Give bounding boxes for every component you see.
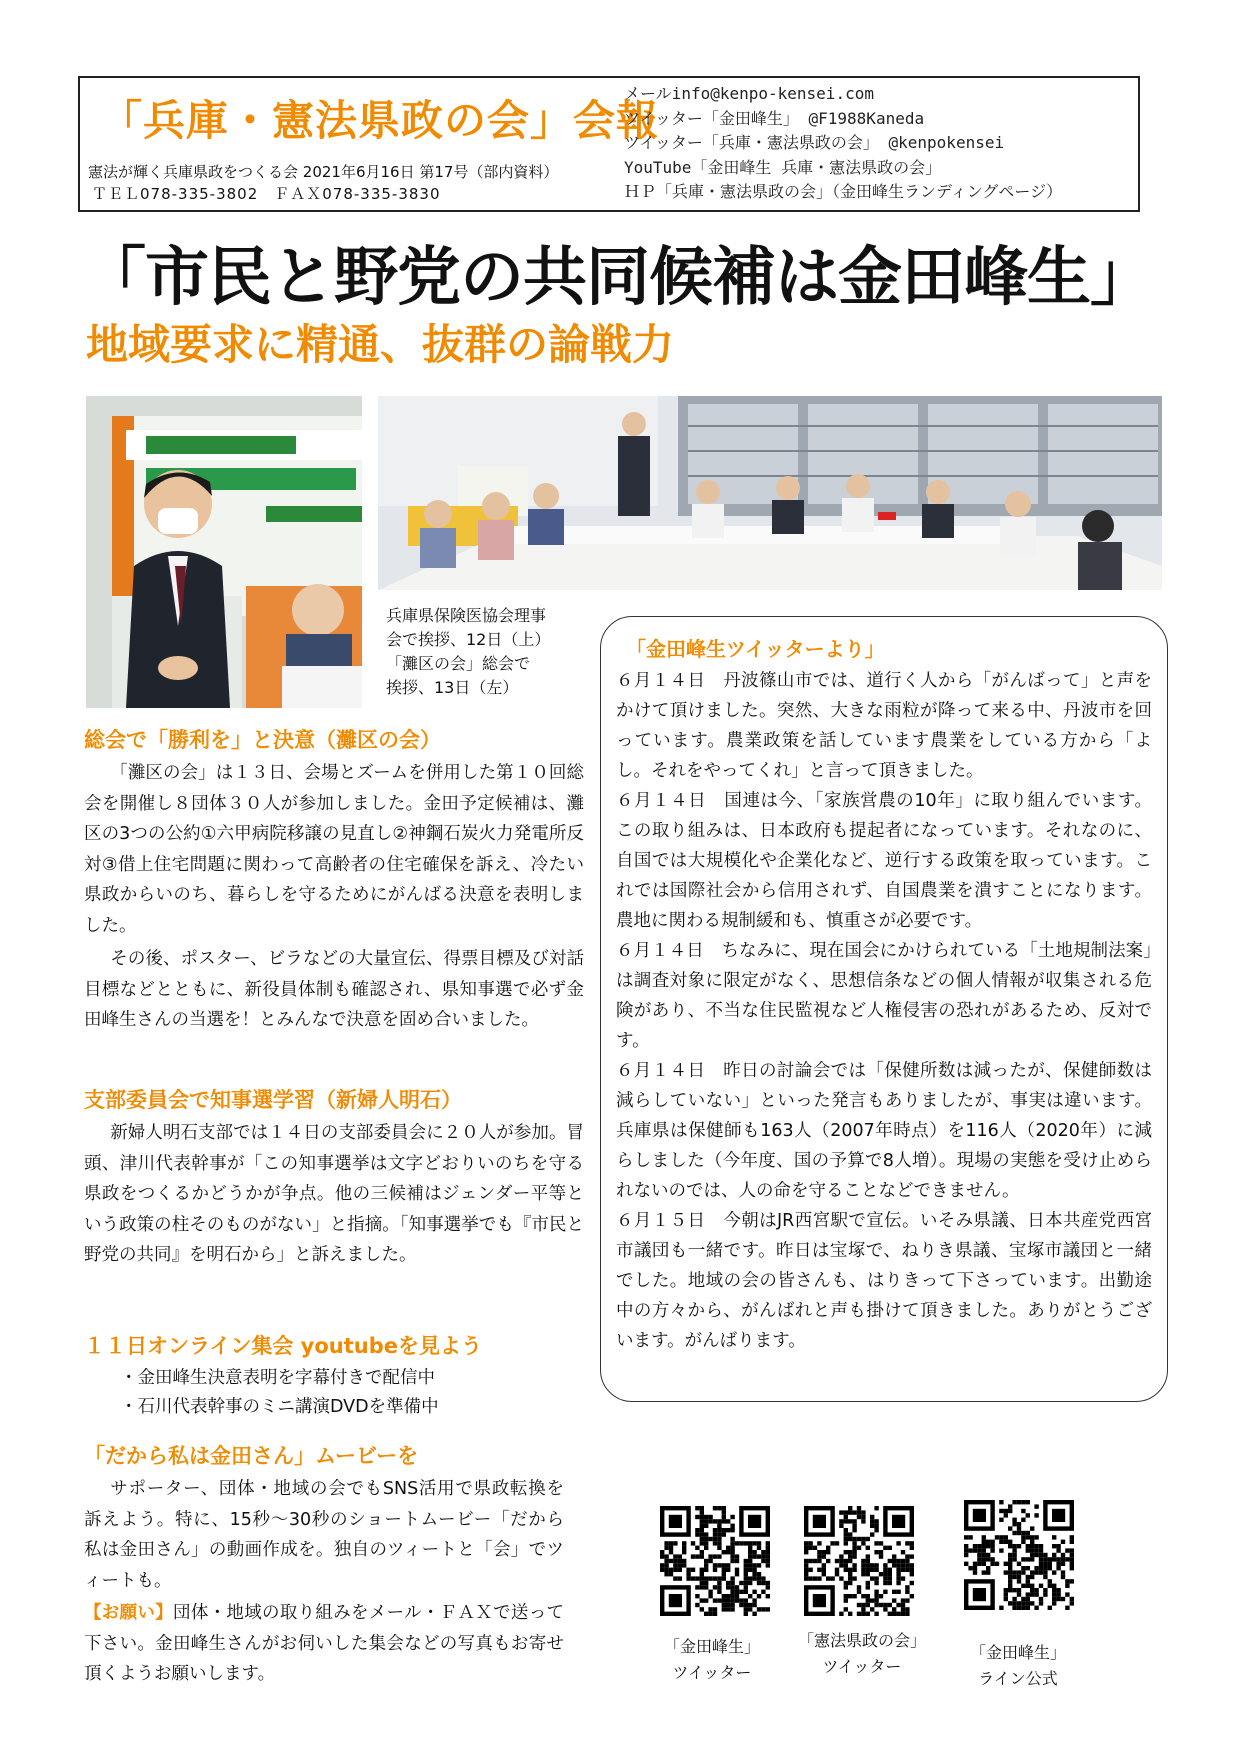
tweet-date: ６月１５日 [616,1211,706,1231]
tweet-text: 丹波篠山市では、道行く人から「がんばって」と声をかけて頂けました。突然、大きな雨粒が降って来る中、丹波市を回っています。農業政策を話しています農業をしている方から「よし。それをやってくれ」と言って頂きました。 [616,671,1153,781]
section-heading-nada: 総会で「勝利を」と決意（灘区の会） [84,728,441,752]
qr-code-icon [660,1506,770,1616]
qr-code-kaneda-twitter[interactable] [660,1506,770,1616]
contact-twitter-kensei[interactable]: ツイッター「兵庫・憲法県政の会」 @kenpokensei [624,133,1005,152]
issue-info: 憲法が輝く兵庫県政をつくる会 2021年6月16日 第17号（部内資料） [88,163,559,181]
meeting-photo [378,396,1162,590]
contact-youtube[interactable]: YouTube「金田峰生 兵庫・憲法県政の会」 [624,157,942,177]
tweet-entry [616,936,1152,1056]
tel-fax: ＴＥＬ078-335-3802 ＦＡＸ078-335-3830 [92,185,441,203]
tweet-date: ６月１４日 [616,791,707,811]
request-label: 【お願い】 [84,1603,174,1623]
qr-label-line: 「金田峰生」 [663,1637,760,1656]
meeting-photo-illustration [378,396,1162,590]
article-paragraph: その後、ポスター、ビラなどの大量宣伝、得票目標及び対話目標などとともに、新役員体制も確認され、県知事選で必ず金田峰生さんの当選を！とみんなで決意を固め合いました。 [84,949,584,1030]
qr-label-line: ツイッター [672,1663,752,1682]
contact-twitter-kaneda[interactable]: ツイッター「金田峰生」 @F1988Kaneda [624,108,925,128]
section-heading-youtube: １１日オンライン集会 youtubeを見よう [84,1334,483,1358]
tweet-entry [616,666,1152,786]
tweet-date: ６月１４日 [616,1061,706,1081]
qr-label-kaneda-line [948,1640,1088,1692]
tweet-entry [616,1206,1152,1356]
youtube-list [120,1364,439,1422]
candidate-photo-illustration [86,396,362,708]
qr-label-line: 「憲法県政の会」 [797,1631,926,1650]
section-heading-movie: 「だから私は金田さん」ムービーを [84,1444,419,1468]
qr-code-icon [804,1506,914,1616]
tweet-date: ６月１４日 [616,941,704,961]
article-paragraph: 新婦人明石支部では１４日の支部委員会に２０人が参加。冒頭、津川代表幹事が「この知事選挙は文字どおりいのちを守る県政をつくるかどうかが争点。他の三候補はジェンダー平等という政策の柱そのものがない」と指摘。「知事選挙でも『市民と野党の共同』を明石から」と訴えました。 [84,1123,584,1265]
main-headline: 「市民と野党の共同候補は金田峰生」 [82,241,1153,315]
caption-line: 「灘区の会」総会で [386,654,531,673]
tweet-entry [616,786,1152,936]
qr-code-icon [964,1500,1074,1610]
contact-email[interactable]: メールinfo@kenpo-kensei.com [624,84,874,103]
qr-label-line: ライン公式 [978,1669,1058,1688]
tweet-entry [616,1056,1152,1206]
section-heading-akashi: 支部委員会で知事選学習（新婦人明石） [84,1088,462,1112]
article-paragraph: 「灘区の会」は１３日、会場とズームを併用した第１０回総会を開催し８団体３０人が参加しました。金田予定候補は、灘区の3つの公約①六甲病院移譲の見直し②神鋼石炭火力発電所反対③借上住宅問題に関わって高齢者の住宅確保を訴え、冷たい県政からいのち、暮らしを守るためにがんばる決意を表明しました。 [84,763,584,936]
contact-homepage[interactable]: ＨＰ「兵庫・憲法県政の会」（金田峰生ランディングページ） [624,182,1063,201]
candidate-photo [86,396,362,708]
qr-code-kaneda-line[interactable] [964,1500,1074,1610]
caption-line: 挨拶、13日（左） [386,678,519,697]
tweet-text: ちなみに、現在国会にかけられている「土地規制法案」は調査対象に限定がなく、思想信条などの個人情報が収集される危険があり、不当な住民監視など人権侵害の恐れがあるため、反対です。 [616,941,1153,1051]
twitter-heading: 「金田峰生ツイッターより」 [626,637,885,661]
qr-label-kensei-twitter [782,1628,942,1680]
tweet-text: 昨日の討論会では「保健所数は減ったが、保健師数は減らしていない」といった発言もありましたが、事実は違います。兵庫県は保健師も163人（2007年時点）を116人（2020年）に減らしました（今年度、国の予算で8人増）。現場の実態を受け止められないのでは、人の命を守ることなどできません。 [616,1061,1153,1201]
qr-label-line: 「金田峰生」 [969,1643,1066,1662]
caption-line: 兵庫県保険医協会理事 [386,606,547,625]
caption-line: 会で挨拶、12日（上） [386,630,551,649]
tweet-date: ６月１４日 [616,671,706,691]
qr-label-line: ツイッター [822,1657,902,1676]
qr-code-kensei-twitter[interactable] [804,1506,914,1616]
sub-headline: 地域要求に精通、抜群の論戦力 [86,320,675,369]
photo-caption [386,604,550,700]
contact-list [624,82,1062,205]
tweet-text: 今朝はJR西宮駅で宣伝。いそみ県議、日本共産党西宮市議団も一緒です。昨日は宝塚で、ねりき県議、宝塚市議団と一緒でした。地域の会の皆さんも、はりきって下さっています。出勤途中の方々から、がんばれと声も掛けて頂きました。ありがとうございます。がんばります。 [616,1211,1153,1351]
request-text: 団体・地域の取り組みをメール・ＦＡＸで送って下さい。金田峰生さんがお伺いした集会などの写真もお寄せ頂くようお願いします。 [84,1603,564,1684]
qr-label-kaneda-twitter [642,1634,782,1686]
org-title: 「兵庫・憲法県政の会」会報 [100,96,660,145]
request-notice [84,1598,564,1690]
list-item: ・金田峰生決意表明を字幕付きで配信中 [120,1368,435,1388]
article-paragraph: サポーター、団体・地域の会でもSNS活用で県政転換を訴えよう。特に、15秒～30秒のショートムービー「だから私は金田さん」の動画作成を。独自のツィートと「会」でツィートも。 [84,1479,564,1591]
twitter-entries [616,666,1152,1356]
tweet-text: 国連は今、「家族営農の10年」に取り組んでいます。この取り組みは、日本政府も提起者になっています。それなのに、自国では大規模化や企業化など、逆行する政策を取っています。これでは国際社会から信用されず、自国農業を潰すことになります。農地に関わる規制緩和も、慎重さが必要です。 [616,791,1153,931]
list-item: ・石川代表幹事のミニ講演DVDを準備中 [120,1397,439,1417]
